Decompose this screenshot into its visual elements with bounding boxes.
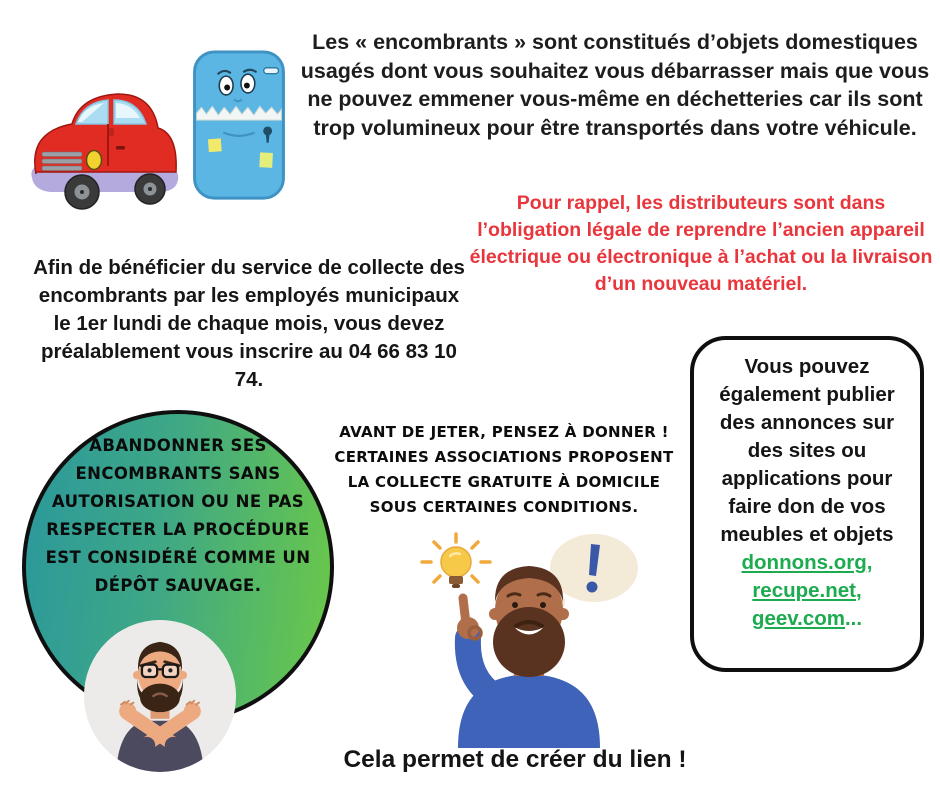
- publish-intro-text: Vous pouvez également publier des annonces sur des sites ou applications pour faire don de vos meubles et objets: [719, 355, 895, 546]
- lightbulb-icon: [422, 534, 490, 588]
- no-gesture-man-illustration: [84, 620, 236, 772]
- link-donnons[interactable]: donnons.org: [741, 551, 867, 574]
- pointing-man-illustration: [408, 526, 650, 748]
- link-suffix: ,: [855, 579, 862, 602]
- link-geev[interactable]: geev.com: [751, 607, 845, 630]
- fridge-illustration: [184, 48, 294, 206]
- link-recupe[interactable]: recupe.net: [752, 579, 856, 602]
- link-suffix: ,: [866, 551, 873, 574]
- collection-info-text: Afin de bénéficier du service de collecte des encombrants par les employés municipaux le 1er lundi de chaque mois, vous devez préalablement vous inscrire au 04 66 83 10 74.: [33, 256, 465, 391]
- car-illustration: [20, 66, 190, 216]
- publish-box: [690, 336, 924, 672]
- footer-text: Cela permet de créer du lien !: [343, 746, 687, 773]
- donate-text: AVANT DE JETER, PENSEZ À DONNER ! CERTAINES ASSOCIATIONS PROPOSENT LA COLLECTE GRATUITE À DOMICILE SOUS CERTAINES CONDITIONS.: [334, 423, 674, 516]
- reminder-text: Pour rappel, les distributeurs sont dans l’obligation légale de reprendre l’ancien appareil électrique ou électronique à l’achat ou la livraison d’un nouveau matériel.: [469, 192, 933, 295]
- warning-text: ABANDONNER SES ENCOMBRANTS SANS AUTORISATION OU NE PAS RESPECTER LA PROCÉDURE EST CONSIDÉRÉ COMME UN DÉPÔT SAUVAGE.: [45, 436, 311, 595]
- link-suffix: ...: [844, 607, 863, 630]
- no-gesture-avatar: [84, 620, 236, 772]
- intro-text: Les « encombrants » sont constitués d’objets domestiques usagés dont vous souhaitez vous débarrasser mais que vous ne pouvez emmener vous-même en déchetteries car ils sont trop volumineux pour être transportés dans votre véhicule.: [300, 30, 930, 140]
